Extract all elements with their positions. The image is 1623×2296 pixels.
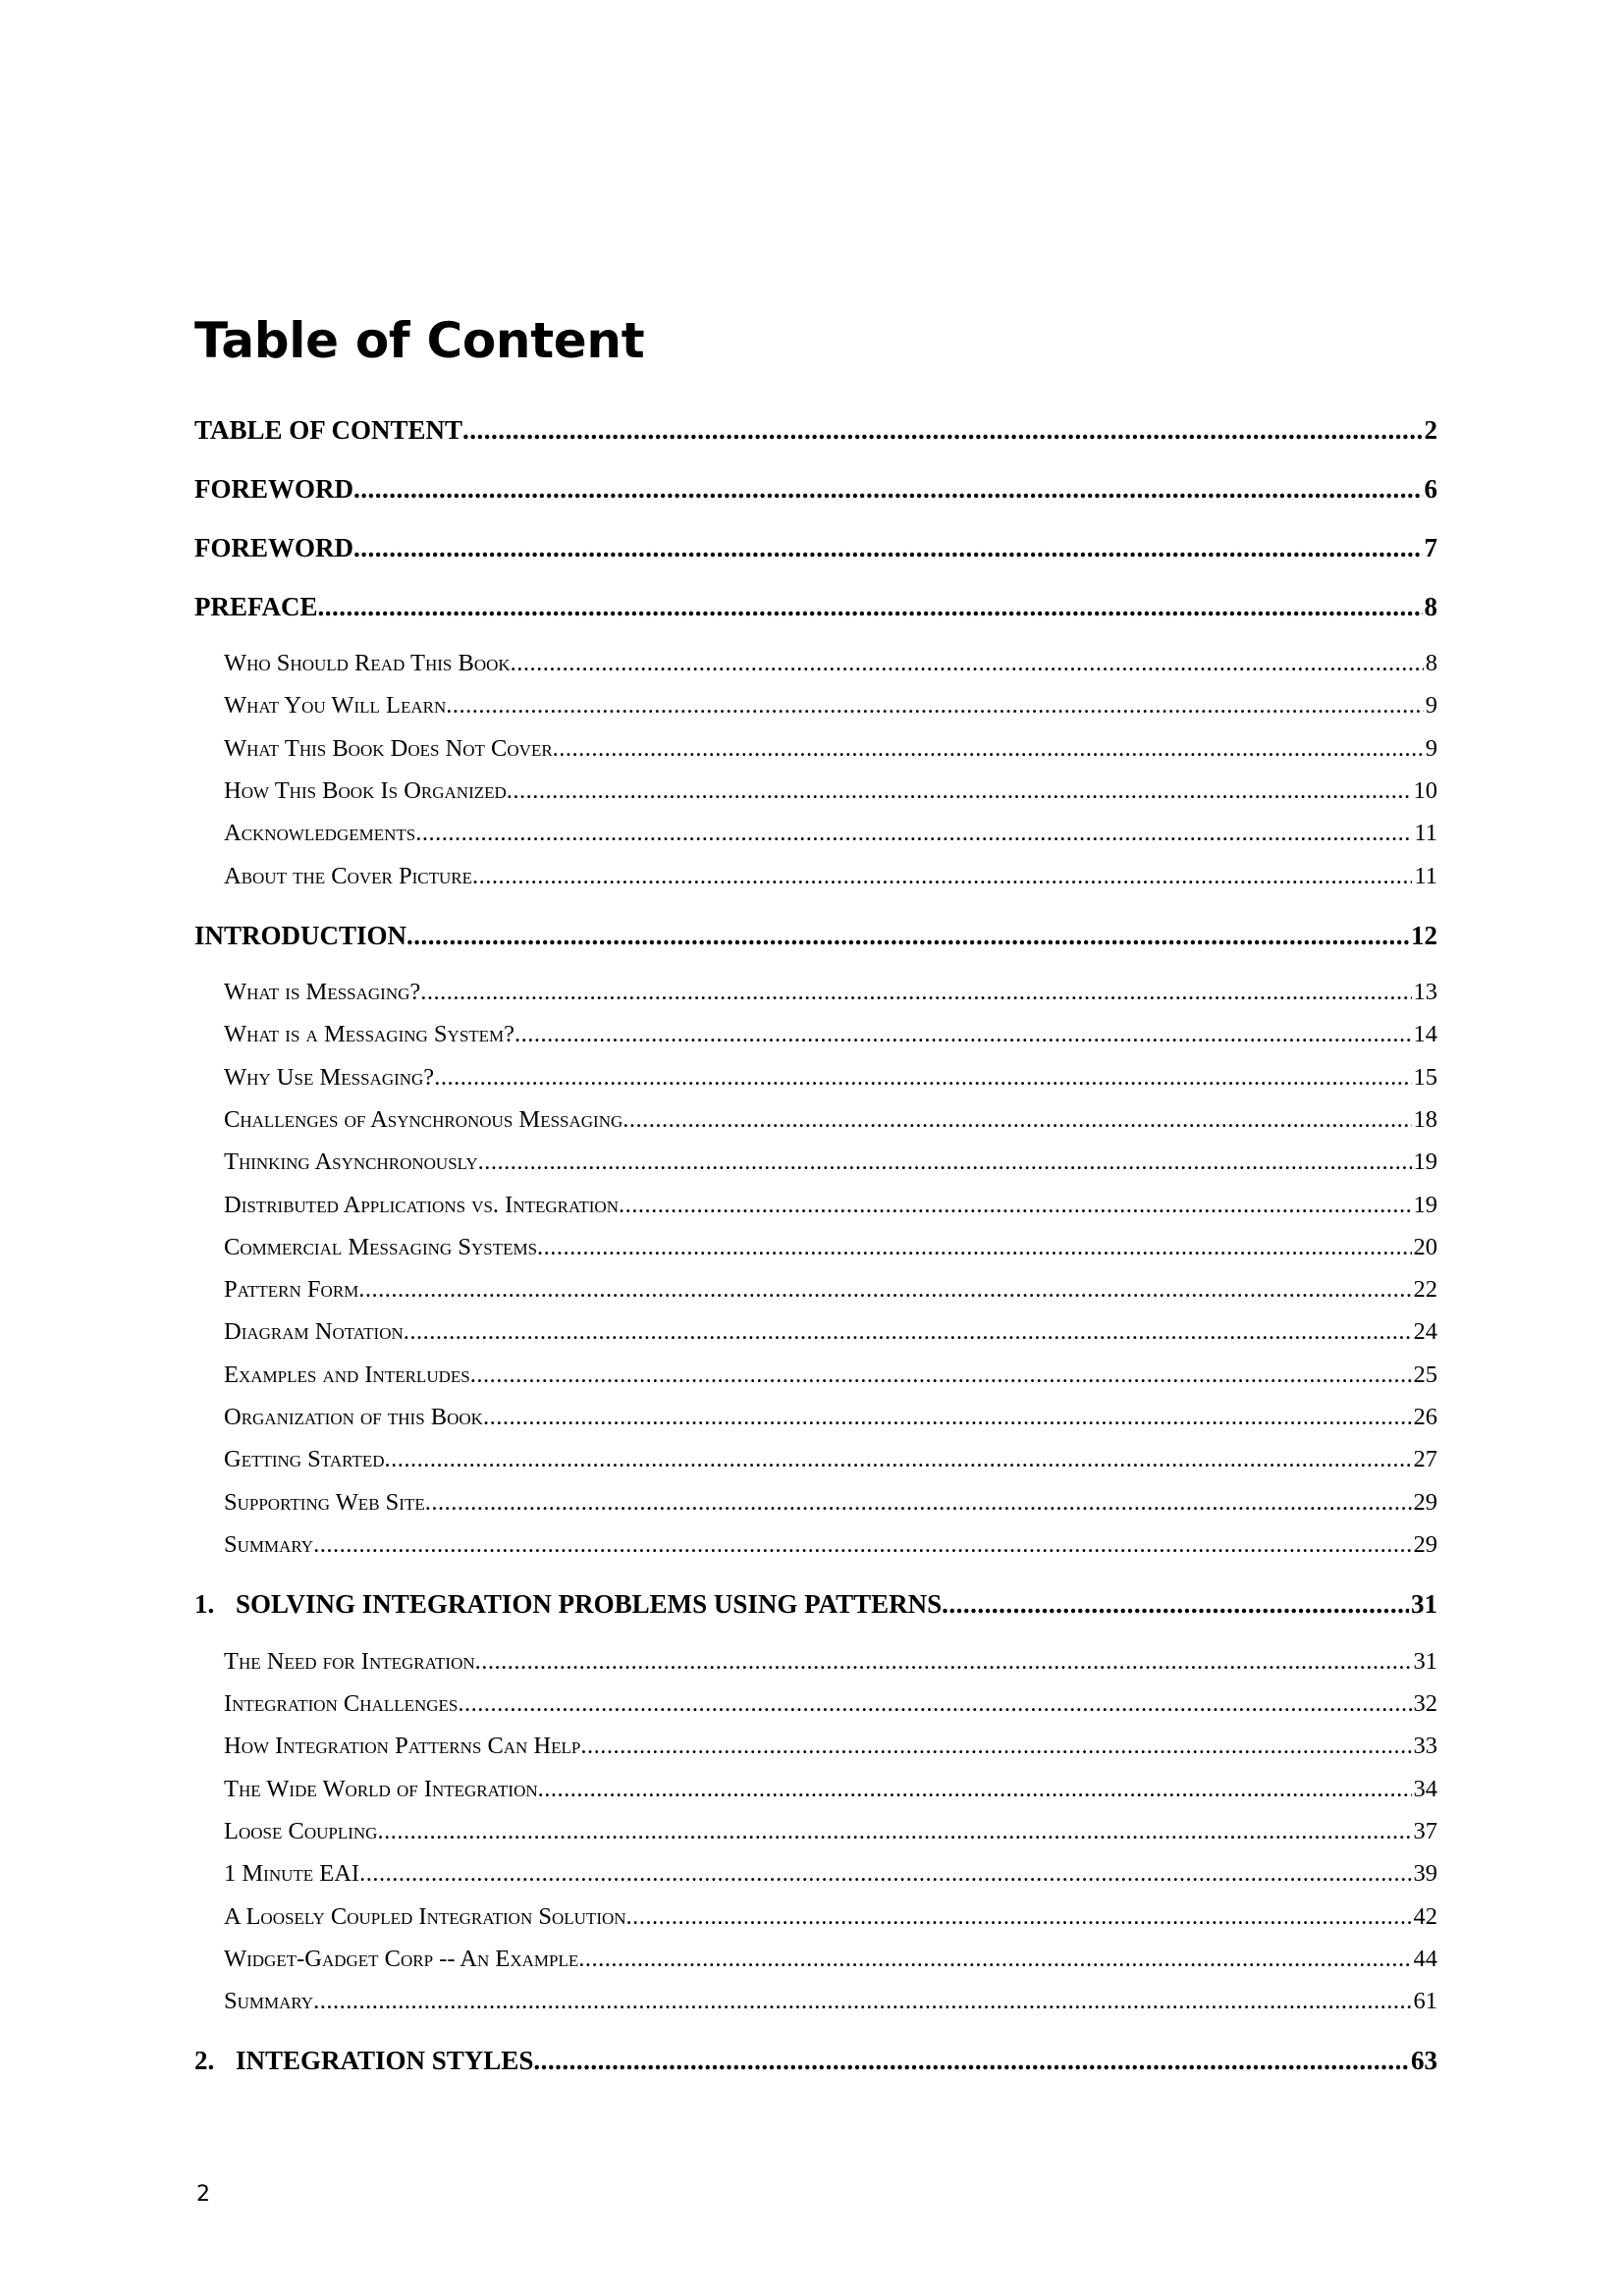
- dot-leader: [406, 918, 1409, 953]
- toc-section-entry[interactable]: [224, 1102, 1437, 1138]
- toc-section-entry[interactable]: [224, 1060, 1437, 1095]
- toc-section-entry[interactable]: [224, 774, 1437, 809]
- dot-leader: [538, 1772, 1412, 1807]
- toc-chapter-entry[interactable]: [194, 589, 1437, 624]
- toc-section-entry[interactable]: [224, 1230, 1437, 1265]
- dot-leader: [511, 646, 1424, 681]
- toc-entry-page-number: 31: [1411, 1589, 1437, 1619]
- toc-chapter-entry[interactable]: [194, 471, 1437, 507]
- toc-entry-number: 1.: [194, 1589, 215, 1619]
- toc-section-entry[interactable]: [224, 1400, 1437, 1435]
- toc-entry-page-number: 12: [1411, 921, 1437, 950]
- toc-entry-label: Diagram Notation: [224, 1318, 404, 1345]
- toc-entry-label: The Need for Integration: [224, 1648, 475, 1675]
- toc-entry-label: Getting Started: [224, 1446, 385, 1472]
- toc-entry-page-number: 9: [1425, 735, 1437, 762]
- dot-leader: [434, 1060, 1411, 1095]
- toc-chapter-entry[interactable]: [194, 918, 1437, 953]
- toc-entry-label: 1 Minute EAI: [224, 1860, 360, 1887]
- dot-leader: [533, 2043, 1409, 2078]
- toc-entry-label: The Wide World of Integration: [224, 1776, 538, 1802]
- toc-entry-label: SOLVING INTEGRATION PROBLEMS USING PATTERNS: [236, 1589, 943, 1619]
- toc-section-entry[interactable]: [224, 1188, 1437, 1223]
- toc-entry-page-number: 44: [1413, 1946, 1437, 1972]
- toc-entry-label: Integration Challenges: [224, 1690, 459, 1717]
- toc-entry-page-number: 42: [1413, 1903, 1437, 1930]
- dot-leader: [313, 1527, 1411, 1563]
- toc-entry-label: INTEGRATION STYLES: [236, 2046, 534, 2075]
- toc-entry-page-number: 13: [1413, 979, 1437, 1005]
- toc-entry-page-number: 34: [1413, 1776, 1437, 1802]
- toc-section-entry[interactable]: [224, 1272, 1437, 1308]
- dot-leader: [626, 1899, 1412, 1935]
- toc-entry-page-number: 31: [1413, 1648, 1437, 1675]
- dot-leader: [507, 774, 1412, 809]
- toc-entry-label: A Loosely Coupled Integration Solution: [224, 1903, 626, 1930]
- dot-leader: [353, 471, 1423, 507]
- dot-leader: [580, 1729, 1411, 1764]
- toc-section-entry[interactable]: [224, 1899, 1437, 1935]
- dot-leader: [425, 1485, 1412, 1521]
- toc-entry-page-number: 61: [1413, 1988, 1437, 2014]
- dot-leader: [622, 1102, 1411, 1138]
- dot-leader: [942, 1586, 1409, 1622]
- toc-entry-label: What You Will Learn: [224, 692, 447, 719]
- toc-entry-label: INTRODUCTION: [194, 921, 407, 950]
- toc-entry-label: How This Book Is Organized: [224, 777, 507, 804]
- toc-entry-label: Loose Coupling: [224, 1818, 378, 1844]
- toc-section-entry[interactable]: [224, 1729, 1437, 1764]
- toc-entry-label: Summary: [224, 1531, 314, 1558]
- dot-leader: [470, 1358, 1412, 1393]
- toc-entry-page-number: 24: [1413, 1318, 1437, 1345]
- toc-entry-label: How Integration Patterns Can Help: [224, 1733, 581, 1759]
- toc-entry-page-number: 29: [1413, 1489, 1437, 1516]
- toc-entry-page-number: 9: [1425, 692, 1437, 719]
- dot-leader: [404, 1314, 1412, 1350]
- dot-leader: [420, 975, 1411, 1010]
- toc-section-entry[interactable]: [224, 1145, 1437, 1180]
- toc-section-entry[interactable]: [224, 1984, 1437, 2019]
- toc-section-entry[interactable]: [224, 1017, 1437, 1052]
- toc-entry-page-number: 7: [1424, 533, 1437, 562]
- toc-entry-label: Who Should Read This Book: [224, 650, 511, 676]
- toc-entry-label: Widget-Gadget Corp -- An Example: [224, 1946, 579, 1972]
- dot-leader: [458, 1686, 1411, 1722]
- toc-entry-page-number: 22: [1413, 1276, 1437, 1303]
- toc-section-entry[interactable]: [224, 731, 1437, 767]
- toc-entry-page-number: 6: [1424, 474, 1437, 504]
- toc-entry-label: Why Use Messaging?: [224, 1064, 435, 1091]
- dot-leader: [514, 1017, 1411, 1052]
- toc-section-entry[interactable]: [224, 1686, 1437, 1722]
- toc-entry-label: PREFACE: [194, 592, 318, 621]
- toc-entry-number: 2.: [194, 2046, 215, 2075]
- toc-entry-page-number: 32: [1413, 1690, 1437, 1717]
- toc-entry-label: Supporting Web Site: [224, 1489, 425, 1516]
- toc-entry-label: Thinking Asynchronously: [224, 1148, 478, 1175]
- toc-entry-page-number: 19: [1413, 1192, 1437, 1218]
- dot-leader: [578, 1942, 1411, 1977]
- toc-entry-page-number: 63: [1411, 2046, 1437, 2075]
- toc-section-entry[interactable]: [224, 1942, 1437, 1977]
- dot-leader: [537, 1230, 1411, 1265]
- toc-section-entry[interactable]: [224, 975, 1437, 1010]
- toc-entry-page-number: 18: [1413, 1106, 1437, 1133]
- page-number: 2: [196, 2182, 210, 2207]
- toc-section-entry[interactable]: [224, 646, 1437, 681]
- toc-entry-page-number: 10: [1413, 777, 1437, 804]
- toc-section-entry[interactable]: [224, 859, 1437, 894]
- toc-entry-label: Commercial Messaging Systems: [224, 1234, 538, 1260]
- toc-entry-page-number: 8: [1424, 592, 1437, 621]
- toc-section-entry[interactable]: [224, 1856, 1437, 1892]
- toc-chapter-entry[interactable]: [194, 530, 1437, 565]
- toc-entry-page-number: 11: [1414, 863, 1437, 889]
- dot-leader: [353, 530, 1423, 565]
- toc-entry-label: What is Messaging?: [224, 979, 421, 1005]
- page-title: Table of Content: [194, 312, 645, 369]
- toc-chapter-entry[interactable]: [194, 1586, 1437, 1622]
- toc-entry-page-number: 2: [1424, 415, 1437, 445]
- toc-section-entry[interactable]: [224, 816, 1437, 851]
- toc-entry-label: Distributed Applications vs. Integration: [224, 1192, 619, 1218]
- dot-leader: [553, 731, 1424, 767]
- toc-section-entry[interactable]: [224, 1314, 1437, 1350]
- dot-leader: [415, 816, 1412, 851]
- dot-leader: [478, 1145, 1412, 1180]
- dot-leader: [472, 859, 1412, 894]
- dot-leader: [313, 1984, 1411, 2019]
- toc-entry-label: FOREWORD: [194, 474, 353, 504]
- toc-entry-page-number: 29: [1413, 1531, 1437, 1558]
- toc-section-entry[interactable]: [224, 1644, 1437, 1680]
- dot-leader: [384, 1442, 1411, 1477]
- toc-section-entry[interactable]: [224, 688, 1437, 723]
- dot-leader: [377, 1814, 1411, 1849]
- toc-entry-page-number: 33: [1413, 1733, 1437, 1759]
- toc-entry-page-number: 15: [1413, 1064, 1437, 1091]
- toc-entry-label: Acknowledgements: [224, 820, 416, 846]
- toc-section-entry[interactable]: [224, 1485, 1437, 1521]
- toc-entry-label: Challenges of Asynchronous Messaging: [224, 1106, 623, 1133]
- toc-entry-page-number: 37: [1413, 1818, 1437, 1844]
- toc-entry-page-number: 27: [1413, 1446, 1437, 1472]
- toc-chapter-entry[interactable]: [194, 412, 1437, 448]
- toc-section-entry[interactable]: [224, 1814, 1437, 1849]
- toc-entry-page-number: 8: [1425, 650, 1437, 676]
- toc-entry-label: About the Cover Picture: [224, 863, 473, 889]
- toc-section-entry[interactable]: [224, 1772, 1437, 1807]
- toc-section-entry[interactable]: [224, 1358, 1437, 1393]
- toc-chapter-entry[interactable]: [194, 2043, 1437, 2078]
- toc-entry-page-number: 20: [1413, 1234, 1437, 1260]
- dot-leader: [483, 1400, 1412, 1435]
- toc-entry-label: Organization of this Book: [224, 1404, 483, 1430]
- toc-entry-page-number: 11: [1414, 820, 1437, 846]
- toc-section-entry[interactable]: [224, 1527, 1437, 1563]
- dot-leader: [359, 1856, 1411, 1892]
- toc-entry-page-number: 26: [1413, 1404, 1437, 1430]
- toc-entry-label: FOREWORD: [194, 533, 353, 562]
- toc-entry-label: What This Book Does Not Cover: [224, 735, 553, 762]
- toc-entry-label: What is a Messaging System?: [224, 1021, 515, 1047]
- dot-leader: [358, 1272, 1411, 1308]
- toc-entry-page-number: 19: [1413, 1148, 1437, 1175]
- toc-section-entry[interactable]: [224, 1442, 1437, 1477]
- toc-entry-label: Pattern Form: [224, 1276, 359, 1303]
- dot-leader: [475, 1644, 1412, 1680]
- dot-leader: [318, 589, 1423, 624]
- dot-leader: [462, 412, 1422, 448]
- toc-entry-page-number: 25: [1413, 1362, 1437, 1388]
- toc-entry-label: Summary: [224, 1988, 314, 2014]
- toc-entry-page-number: 14: [1413, 1021, 1437, 1047]
- toc-entry-label: Examples and Interludes: [224, 1362, 470, 1388]
- dot-leader: [619, 1188, 1412, 1223]
- toc-entry-label: TABLE OF CONTENT: [194, 415, 463, 445]
- toc-entry-page-number: 39: [1413, 1860, 1437, 1887]
- dot-leader: [446, 688, 1424, 723]
